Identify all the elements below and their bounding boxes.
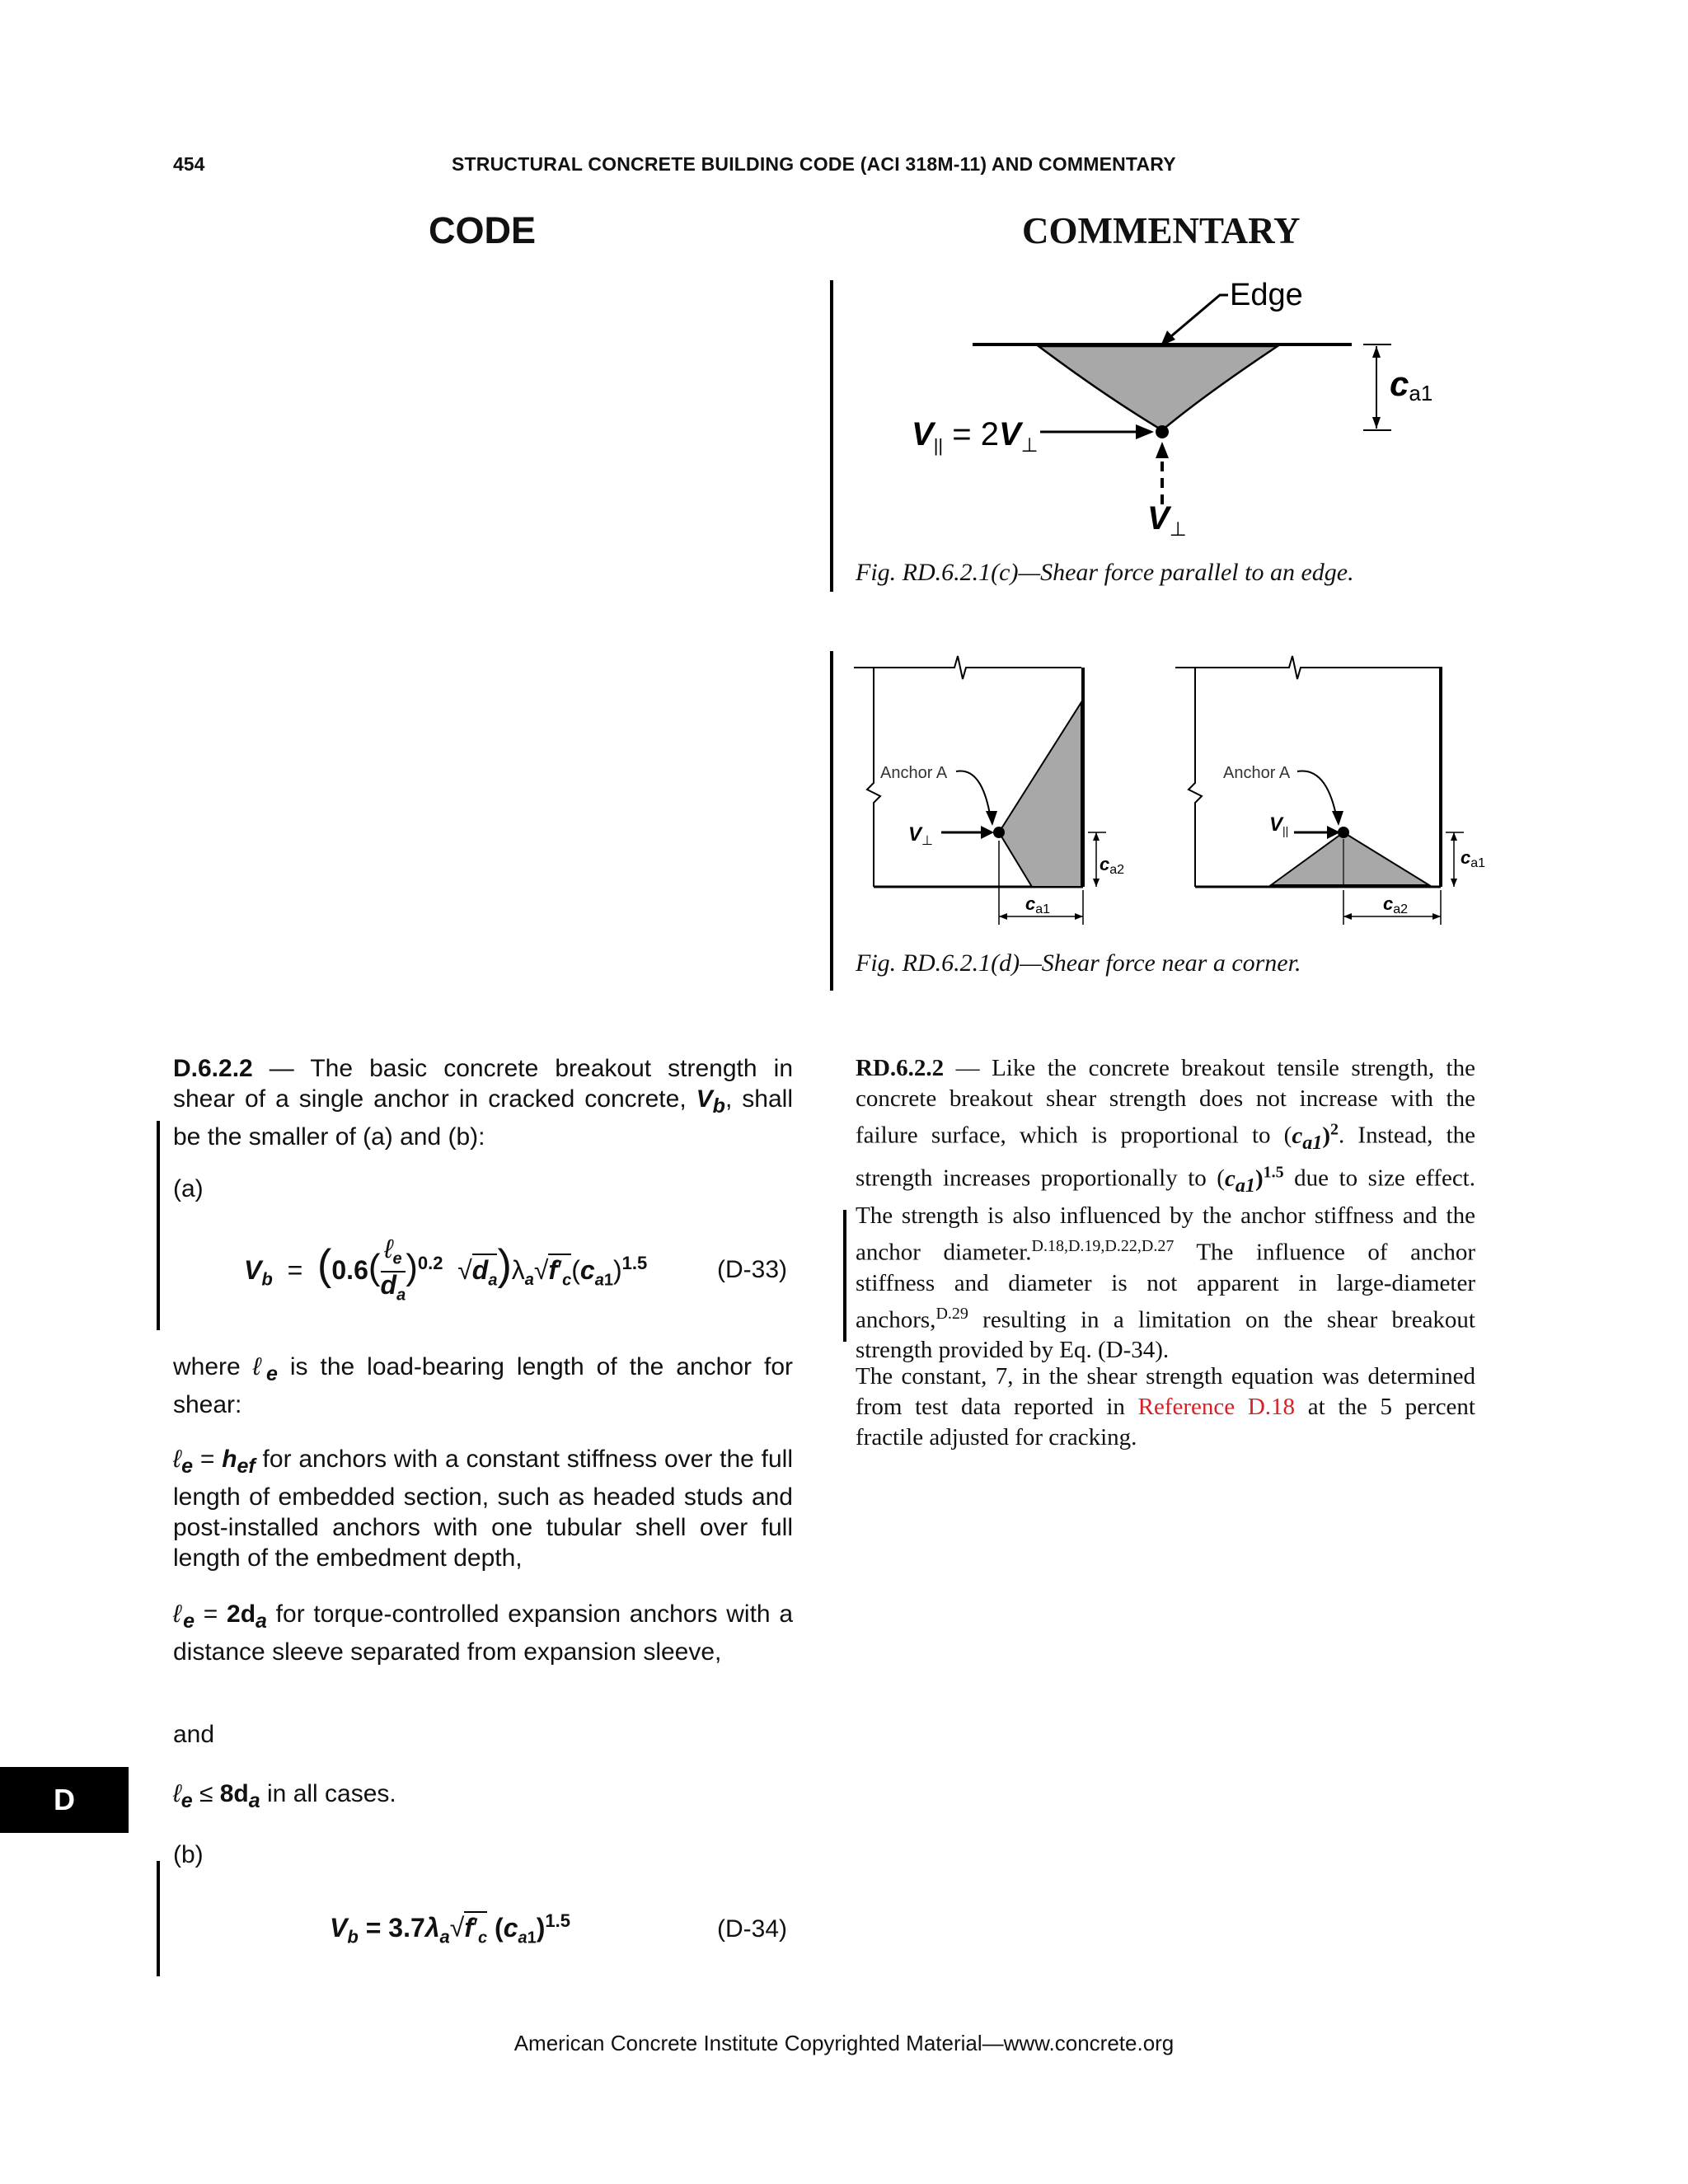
equation-d-33-number: (D-33) <box>717 1256 788 1283</box>
ca2-label-left: ca2 <box>1100 854 1125 877</box>
code-d6-2-2-intro: D.6.2.2 — The basic concrete breakout strength in shear of a single anchor in cracked concrete, $V_b$, shall be the smaller of (a) and (b): <box>173 1055 793 1151</box>
edge-pointer <box>1166 295 1228 340</box>
figure-shear-near-corner <box>849 643 1673 940</box>
commentary-rd6-2-2: RD.6.2.2 — Like the concrete breakout tensile strength, the concrete breakout shear strength does not increase with the failure surface, which is proportional to $(c_{a1})^2$. Instead, the strength increases proportionally to $(c_{a1})^{1.5}$ due to size effect. The strength is also influenced by the anchor stiffness and the anchor diameter.$^{D.18,D.19,D.22,D.27}$ The influence of anchor stiffness and diameter is not apparent in large-diameter anchors,$^{D.29}$ resulting in a limitation on the shear breakout strength provided by Eq. (D-34). <box>856 1055 1475 1364</box>
figure-c-caption: Fig. RD.6.2.1(c)—Shear force parallel to an edge. <box>856 559 1354 586</box>
ca1-label-left: ca1 <box>1025 893 1051 916</box>
code-section-id: D.6.2.2 <box>173 1055 253 1082</box>
item-b-label: (b) <box>173 1841 204 1868</box>
breakout-region-right <box>1271 832 1429 885</box>
left-panel <box>854 656 1124 925</box>
equation-d-34-number: (D-34) <box>717 1915 788 1943</box>
ca2-label-right: ca2 <box>1383 893 1409 916</box>
code-case-hef: ℓ$_e$ = $h_{ef}$ for anchors with a constant stiffness over the full length of embedded section, such as headed studs and post-installed anchors with one tubular shell over full length of the embedment depth, <box>173 1446 793 1572</box>
right-panel <box>1175 656 1485 925</box>
v-par-label-right: $V_{||}$ <box>1269 813 1289 837</box>
page-number: 454 <box>173 153 205 175</box>
breakout-cone <box>1039 346 1278 430</box>
edge-label: Edge <box>1230 278 1303 312</box>
v-perp-label: $V_\perp$ <box>1147 500 1187 541</box>
code-and: and <box>173 1721 215 1748</box>
anchor-point-left <box>993 827 1005 838</box>
figure-d-caption: Fig. RD.6.2.1(d)—Shear force near a corner. <box>856 949 1301 977</box>
section-tab: D <box>0 1767 129 1833</box>
code-column-heading: CODE <box>429 209 537 251</box>
anchor-label-right: Anchor A <box>1223 764 1291 782</box>
anchor-label-left: Anchor A <box>880 764 948 782</box>
ca1-label-right: ca1 <box>1461 847 1486 870</box>
change-bar <box>830 280 833 592</box>
anchor-point <box>1156 425 1169 438</box>
v-perp-arrowhead <box>1156 442 1169 458</box>
change-bar <box>157 1121 160 1330</box>
v-parallel-label: $V_{||} = 2V_\perp$ <box>912 416 1039 457</box>
v-perp-label-left: $V_\perp$ <box>908 823 933 848</box>
commentary-column-heading: COMMENTARY <box>1022 210 1301 251</box>
change-bar <box>830 651 833 991</box>
footer-copyright: American Concrete Institute Copyrighted Material—www.concrete.org <box>513 2031 1175 2055</box>
equation-d-34: $V_b = 3.7\lambda_a√f'_c$ $(c_{a1})^{1.5}$ <box>330 1910 570 1947</box>
code-where-le: where ℓ$_e$ is the load-bearing length of the anchor for shear: <box>173 1353 793 1418</box>
figure-shear-parallel-edge <box>849 272 1673 552</box>
v-parallel-arrowhead <box>1136 424 1154 439</box>
commentary-section-id: RD.6.2.2 <box>856 1055 945 1081</box>
code-case-2da: ℓ$_e$ = $2d_a$ for torque-controlled expansion anchors with a distance sleeve separated from expansion sleeve, <box>173 1601 794 1666</box>
running-head: STRUCTURAL CONCRETE BUILDING CODE (ACI 318M-11) AND COMMENTARY <box>452 153 1176 175</box>
ca1-label: ca1 <box>1390 364 1433 405</box>
item-a-label: (a) <box>173 1175 204 1202</box>
code-case-limit: ℓ$_e$ ≤ $8d_a$ in all cases. <box>173 1780 396 1812</box>
commentary-constant-paragraph: The constant, 7, in the shear strength equation was determined from test data reported in Reference D.18 at the 5 percent fractile adjusted for cracking. <box>856 1363 1475 1451</box>
equation-d-33: $V_b = (0.6$( ℓ$_e$ $d_a$ )$^{0.2}$ $√d_a)\lambda_a√f'_c(c_{a1})^{1.5}$ <box>244 1234 648 1305</box>
breakout-region-left <box>999 702 1081 887</box>
change-bar <box>843 1210 846 1342</box>
reference-d18-link[interactable]: Reference D.18 <box>1137 1394 1296 1420</box>
change-bar <box>157 1861 160 1976</box>
